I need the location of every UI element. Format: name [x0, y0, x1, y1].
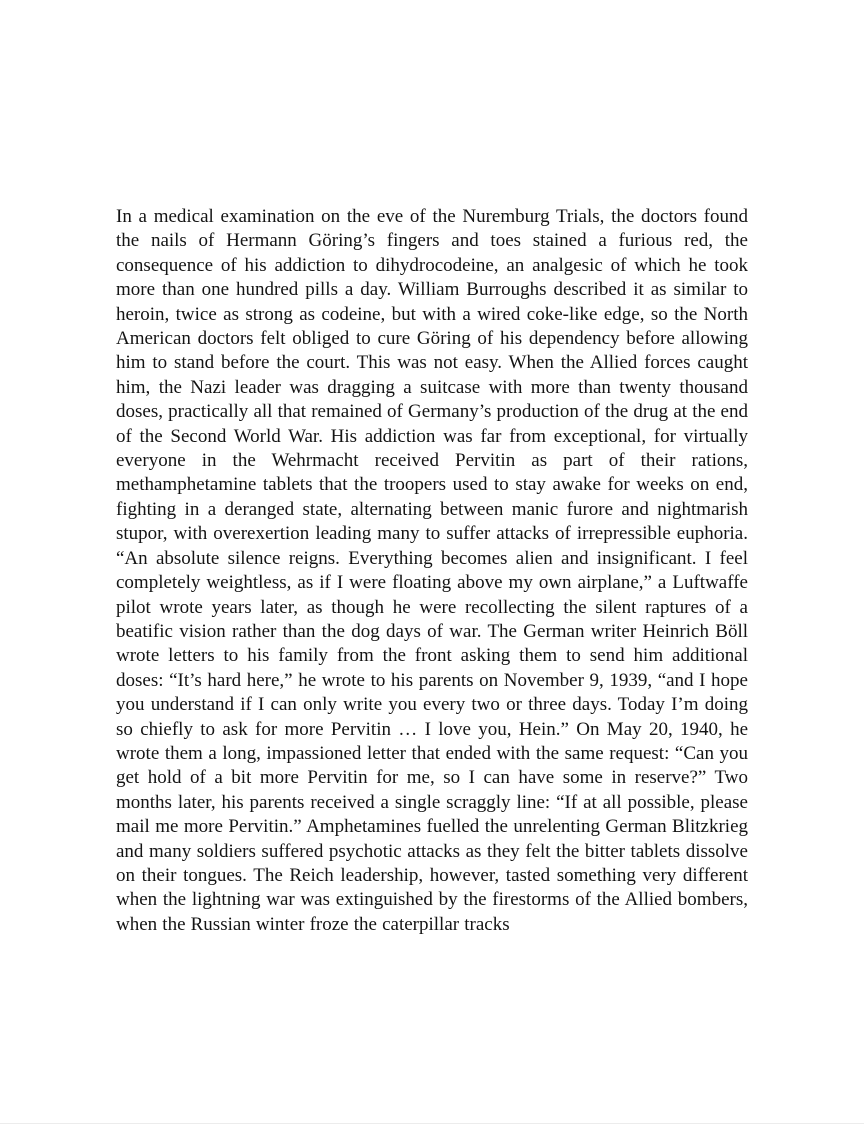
body-text-paragraph: In a medical examination on the eve of the Nuremburg Trials, the doctors found the nails of Hermann Göring’s fingers and toes stained a furious red, the consequence of his addiction to dihydrocodeine, an analgesic of which he took more than one hundred pills a day. William Burroughs described it as similar to heroin, twice as strong as codeine, but with a wired coke-like edge, so the North American doctors felt obliged to cure Göring of his dependency before allowing him to stand before the court. This was not easy. When the Allied forces caught him, the Nazi leader was dragging a suitcase with more than twenty thousand doses, practically all that remained of Germany’s production of the drug at the end of the Second World War. His addiction was far from exceptional, for virtually everyone in the Wehrmacht received Pervitin as part of their rations, methamphetamine tablets that the troopers used to stay awake for weeks on end, fighting in a deranged state, alternating between manic furore and nightmarish stupor, with overexertion leading many to suffer attacks of irrepressible euphoria. “An absolute silence reigns. Everything becomes alien and insignificant. I feel completely weightless, as if I were floating above my own airplane,” a Luftwaffe pilot wrote years later, as though he were recollecting the silent raptures of a beatific vision rather than the dog days of war. The German writer Heinrich Böll wrote letters to his family from the front asking them to send him additional doses: “It’s hard here,” he wrote to his parents on November 9, 1939, “and I hope you understand if I can only write you every two or three days. Today I’m doing so chiefly to ask for more Pervitin … I love you, Hein.” On May 20, 1940, he wrote them a long, impassioned letter that ended with the same request: “Can you get hold of a bit more Pervitin for me, so I can have some in reserve?” Two months later, his parents received a single scraggly line: “If at all possible, please mail me more Pervitin.” Amphetamines fuelled the unrelenting German Blitzkrieg and many soldiers suffered psychotic attacks as they felt the bitter tablets dissolve on their tongues. The Reich leadership, however, tasted something very different when the lightning war was extinguished by the firestorms of the Allied bombers, when the Russian winter froze the caterpillar tracks [116, 206, 748, 935]
body-text-block [116, 205, 748, 937]
